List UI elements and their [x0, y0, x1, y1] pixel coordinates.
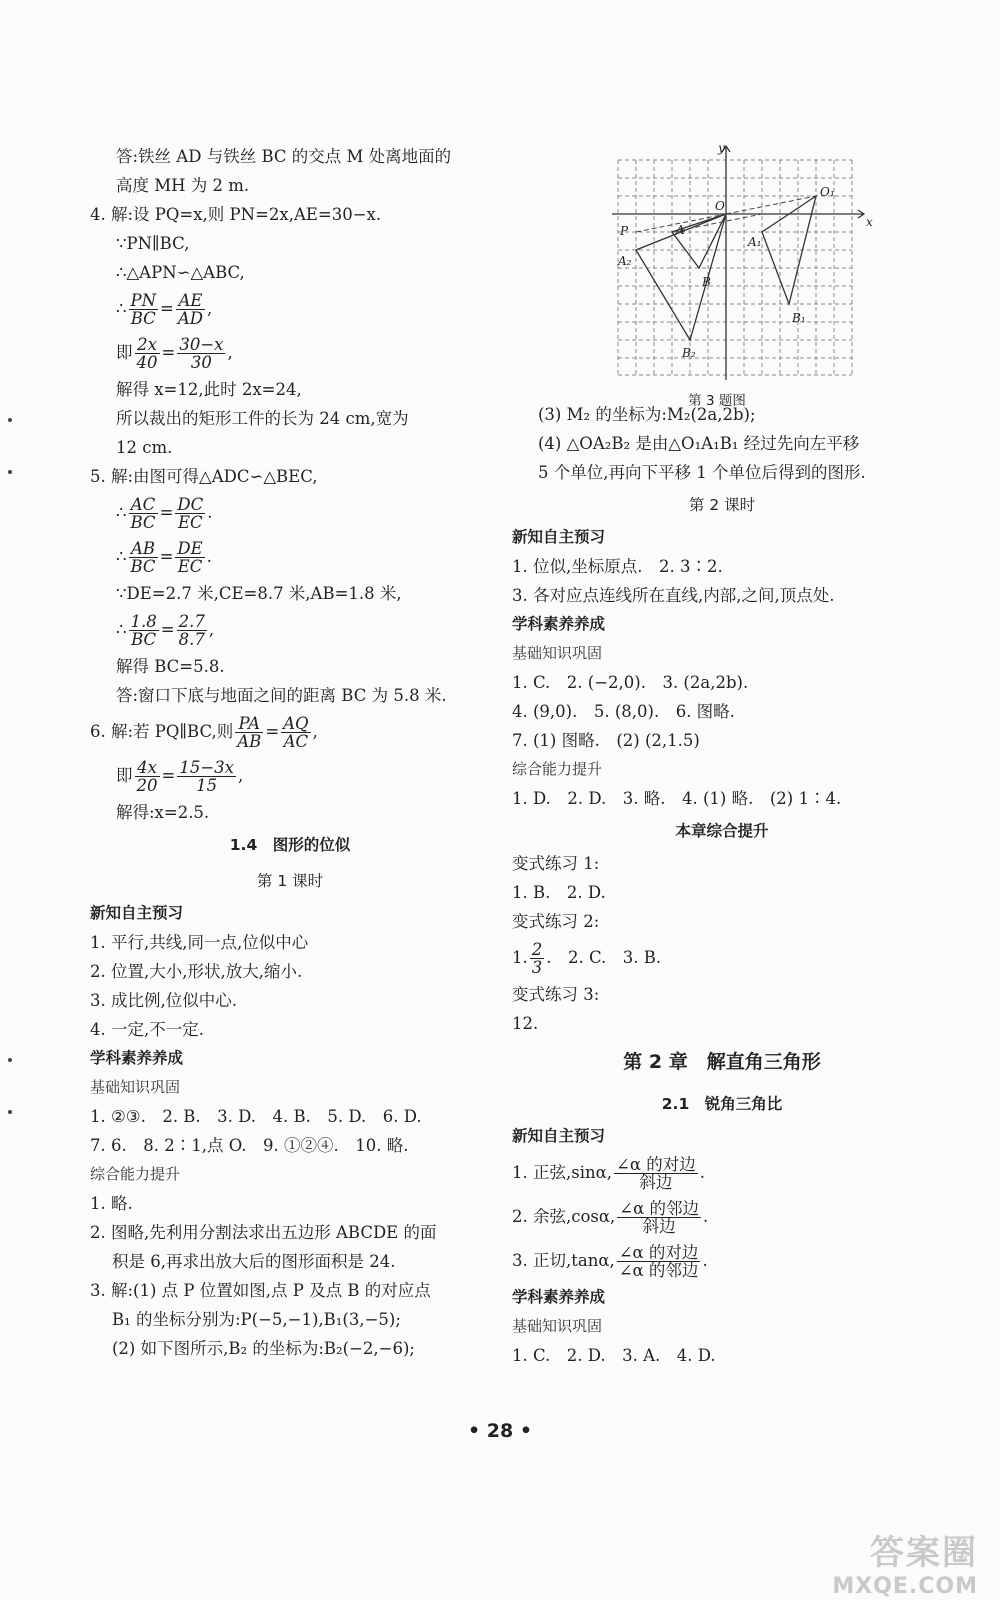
fraction-equation: 即 $\frac{2x}{40}$ = $\frac{30-x}{30}$ ,	[116, 335, 233, 372]
fraction	[281, 715, 310, 750]
trig-definition	[512, 1239, 932, 1283]
answer-line: 答:窗口下底与地面之间的距离 BC 为 5.8 米.	[116, 686, 447, 705]
fraction	[129, 496, 158, 531]
numerator: AQ	[283, 714, 309, 733]
answer-line: 3. 成比例,位似中心.	[90, 991, 237, 1010]
eq-suffix: ,	[207, 299, 213, 318]
fraction	[177, 613, 207, 648]
scan-speck	[8, 1058, 12, 1062]
subsection-label: 基础知识巩固	[512, 644, 603, 662]
fraction	[175, 540, 204, 575]
denominator: BC	[130, 309, 156, 328]
denominator: EC	[177, 557, 203, 576]
fraction	[617, 1200, 701, 1235]
answer-line: 4. 解:设 PQ=x,则 PN=2x,AE=30−x.	[90, 205, 382, 224]
denominator: AC	[283, 732, 309, 751]
lesson-title: 第 1 课时	[256, 872, 324, 890]
eq-suffix: .	[207, 503, 213, 522]
numerator: ∠α 的对边	[618, 1243, 699, 1262]
eq-suffix: ,	[227, 343, 233, 362]
eq-prefix: 2. 余弦,cosα,	[512, 1207, 616, 1226]
eq-prefix: ∴	[116, 620, 127, 639]
numerator: PN	[130, 291, 157, 310]
answer-line: 积是 6,再求出放大后的图形面积是 24.	[112, 1252, 396, 1271]
left-column	[90, 142, 490, 1363]
eq-prefix: 1.	[512, 948, 528, 967]
section-title: 2.1 锐角三角比	[661, 1095, 783, 1113]
eq-suffix: ,	[237, 766, 244, 785]
label-P: P	[620, 224, 629, 238]
numerator: AE	[176, 292, 205, 310]
eq-prefix: ∴	[116, 547, 127, 566]
label-O1: O₁	[820, 185, 835, 199]
label-A1: A₁	[748, 235, 762, 249]
answer-line: 1. 略.	[90, 1194, 133, 1213]
fraction	[177, 759, 236, 794]
numerator: DC	[177, 495, 204, 514]
numerator: 2	[531, 940, 543, 959]
numerator: 15−3x	[179, 758, 234, 777]
fraction	[177, 336, 225, 371]
coordinate-figure	[552, 140, 882, 409]
answer-line: 12 cm.	[116, 438, 173, 457]
denominator: BC	[130, 513, 156, 532]
subsection-label: 基础知识巩固	[90, 1078, 181, 1096]
answer-line: 1. 位似,坐标原点. 2. 3∶2.	[512, 557, 723, 576]
page-number: • 28 •	[468, 1420, 532, 1442]
eq-prefix: 3. 正切,tanα,	[512, 1251, 615, 1270]
fraction-equation: 6. 解:若 PQ∥BC,则 $\frac{PA}{AB}$ = $\frac{AQ}{AC}$ ,	[90, 714, 318, 751]
numerator: ∠α 的邻边	[619, 1199, 699, 1218]
eq-suffix: .	[699, 1163, 705, 1182]
answer-line: (3) M₂ 的坐标为:M₂(2a,2b);	[538, 405, 756, 424]
section-title: 1.4 图形的位似	[229, 836, 351, 854]
eq-suffix: ,	[208, 620, 215, 639]
denominator: 斜边	[639, 1173, 673, 1192]
eq-suffix: ,	[312, 722, 318, 741]
answer-line: ∵PN∥BC,	[116, 234, 190, 253]
eq-suffix: .	[702, 1251, 708, 1270]
denominator: 斜边	[642, 1217, 676, 1236]
axes	[612, 146, 864, 380]
subsection-heading: 学科素养养成	[90, 1049, 184, 1067]
denominator: AB	[237, 732, 262, 751]
answer-line: ∵DE=2.7 米,CE=8.7 米,AB=1.8 米,	[116, 584, 402, 603]
lesson-title: 第 2 课时	[688, 496, 756, 514]
answer-line: 解得:x=2.5.	[116, 803, 210, 822]
label-A: A	[676, 223, 685, 237]
eq-suffix: .	[702, 1207, 709, 1226]
chapter-title: 第 2 章 解直角三角形	[623, 1051, 821, 1073]
fraction-equation: ∴ $\frac{AC}{BC}$ = $\frac{DC}{EC}$ .	[116, 495, 213, 532]
fraction	[617, 1244, 701, 1279]
figure-caption: 第 3 题图	[688, 393, 746, 409]
fraction	[135, 336, 160, 371]
right-column	[512, 140, 932, 1370]
fraction	[614, 1156, 698, 1191]
answer-line: 3. 解:(1) 点 P 位置如图,点 P 及点 B 的对应点	[90, 1281, 431, 1300]
eq-prefix: ∴	[116, 503, 127, 522]
watermark-url: MXQE.COM	[832, 1574, 978, 1599]
scan-speck	[8, 418, 12, 422]
subsection-heading: 学科素养养成	[512, 1288, 606, 1306]
denominator: 20	[136, 776, 158, 795]
denominator: 40	[136, 353, 158, 372]
axis-label-y: y	[718, 141, 725, 155]
numerator: DE	[177, 539, 203, 558]
exercise-label: 变式练习 3:	[512, 985, 600, 1004]
answer-line: B₁ 的坐标分别为:P(−5,−1),B₁(3,−5);	[112, 1310, 401, 1329]
label-O: O	[715, 199, 725, 213]
eq-prefix: 1. 正弦,sinα,	[512, 1163, 612, 1182]
fraction	[129, 540, 158, 575]
answer-line: (2) 如下图所示,B₂ 的坐标为:B₂(−2,−6);	[112, 1339, 415, 1358]
answer-line: 所以裁出的矩形工件的长为 24 cm,宽为	[116, 409, 409, 428]
exercise-label: 变式练习 2:	[512, 912, 600, 931]
answer-line: 7. (1) 图略. (2) (2,1.5)	[512, 731, 700, 750]
grid-diagram	[552, 140, 882, 380]
answer-line: 1. C. 2. (−2,0). 3. (2a,2b).	[512, 673, 749, 692]
subsection-label: 综合能力提升	[90, 1165, 181, 1183]
answer-line: 5. 解:由图可得△ADC∽△BEC,	[90, 467, 318, 486]
eq-prefix: 即	[116, 766, 133, 785]
watermark-logo	[832, 1525, 978, 1599]
denominator: ∠α 的邻边	[618, 1261, 699, 1280]
answer-line: 1. C. 2. D. 3. A. 4. D.	[512, 1346, 716, 1365]
answer-line: 7. 6. 8. 2∶1,点 O. 9. ①②④. 10. 略.	[90, 1136, 409, 1155]
subsection-heading: 新知自主预习	[512, 528, 606, 546]
numerator: 1.8	[130, 612, 157, 631]
answer-line: (4) △OA₂B₂ 是由△O₁A₁B₁ 经过先向左平移	[538, 434, 860, 453]
numerator: 4x	[135, 759, 160, 777]
denominator: 3	[531, 958, 543, 977]
eq-suffix: .	[206, 547, 212, 566]
answer-line: 解得 BC=5.8.	[116, 657, 225, 676]
answer-line: 12.	[512, 1014, 539, 1033]
answer-line: 2. 位置,大小,形状,放大,缩小.	[90, 962, 303, 981]
answer-line: 1. ②③. 2. B. 3. D. 4. B. 5. D. 6. D.	[90, 1107, 422, 1126]
subsection-heading: 新知自主预习	[90, 904, 184, 922]
label-B: B	[702, 275, 711, 289]
numerator: ∠α 的对边	[616, 1155, 696, 1174]
fraction-equation: ∴ $\frac{AB}{BC}$ = $\frac{DE}{EC}$ .	[116, 539, 212, 576]
numerator: AB	[129, 540, 158, 558]
numerator: 2.7	[178, 612, 205, 631]
numerator: PA	[235, 715, 263, 733]
fraction	[175, 496, 205, 531]
answer-line: 高度 MH 为 2 m.	[116, 176, 250, 195]
answer-line: 2. 图略,先利用分割法求出五边形 ABCDE 的面	[90, 1223, 437, 1242]
answer-line: ∴△APN∽△ABC,	[116, 263, 245, 282]
fraction	[135, 759, 160, 794]
answer-line: 解得 x=12,此时 2x=24,	[116, 380, 302, 399]
fraction	[176, 292, 205, 327]
axis-label-x: x	[866, 215, 873, 229]
subsection-label: 基础知识巩固	[512, 1317, 603, 1335]
denominator: BC	[130, 557, 156, 576]
chapter-review-title: 本章综合提升	[675, 822, 769, 840]
answer-line: 5 个单位,再向下平移 1 个单位后得到的图形.	[538, 463, 866, 482]
answer-line: 1. D. 2. D. 3. 略. 4. (1) 略. (2) 1∶4.	[512, 789, 842, 808]
eq-prefix: 即	[116, 343, 133, 362]
label-B2: B₂	[682, 346, 696, 360]
scan-speck	[8, 1110, 12, 1114]
fraction-equation: 即 $\frac{4x}{20}$ = $\frac{15-3x}{15}$ ,	[116, 758, 244, 795]
fraction-equation: ∴ $\frac{1.8}{BC}$ = $\frac{2.7}{8.7}$ ,	[116, 612, 215, 649]
trig-definition	[512, 1151, 932, 1195]
denominator: BC	[131, 630, 157, 649]
answer-line: 答:铁丝 AD 与铁丝 BC 的交点 M 处离地面的	[116, 147, 452, 166]
answer-line: 1. 平行,共线,同一点,位似中心	[90, 933, 309, 952]
fraction-equation: ∴ $\frac{PN}{BC}$ = $\frac{AE}{AD}$ ,	[116, 291, 213, 328]
label-B1: B₁	[792, 311, 806, 325]
eq-suffix: . 2. C. 3. B.	[546, 948, 662, 967]
denominator: AD	[177, 309, 204, 328]
subsection-heading: 新知自主预习	[512, 1127, 606, 1145]
scan-speck	[8, 470, 12, 474]
eq-prefix: ∴	[116, 299, 127, 318]
trig-definition	[512, 1195, 932, 1239]
numerator: 2x	[135, 336, 160, 354]
denominator: 15	[196, 776, 218, 795]
subsection-label: 综合能力提升	[512, 760, 603, 778]
exercise-label: 变式练习 1:	[512, 854, 600, 873]
answer-line: 4. (9,0). 5. (8,0). 6. 图略.	[512, 702, 735, 721]
eq-prefix: 6. 解:若 PQ∥BC,则	[90, 722, 234, 741]
fraction	[129, 292, 159, 327]
fraction	[530, 941, 545, 976]
denominator: EC	[177, 513, 203, 532]
dashed-grid	[618, 160, 852, 375]
fraction-answer	[512, 936, 932, 980]
answer-line: 4. 一定,不一定.	[90, 1020, 204, 1039]
subsection-heading: 学科素养养成	[512, 615, 606, 633]
fraction	[235, 715, 263, 750]
label-A2: A₂	[618, 254, 632, 268]
numerator: AC	[129, 496, 158, 514]
denominator: 8.7	[178, 630, 205, 649]
numerator: 30−x	[179, 335, 224, 354]
answer-line: 1. B. 2. D.	[512, 883, 606, 902]
watermark-text: 答案圈	[870, 1533, 978, 1573]
answer-line: 3. 各对应点连线所在直线,内部,之间,顶点处.	[512, 586, 835, 605]
denominator: 30	[190, 353, 212, 372]
fraction	[129, 613, 159, 648]
